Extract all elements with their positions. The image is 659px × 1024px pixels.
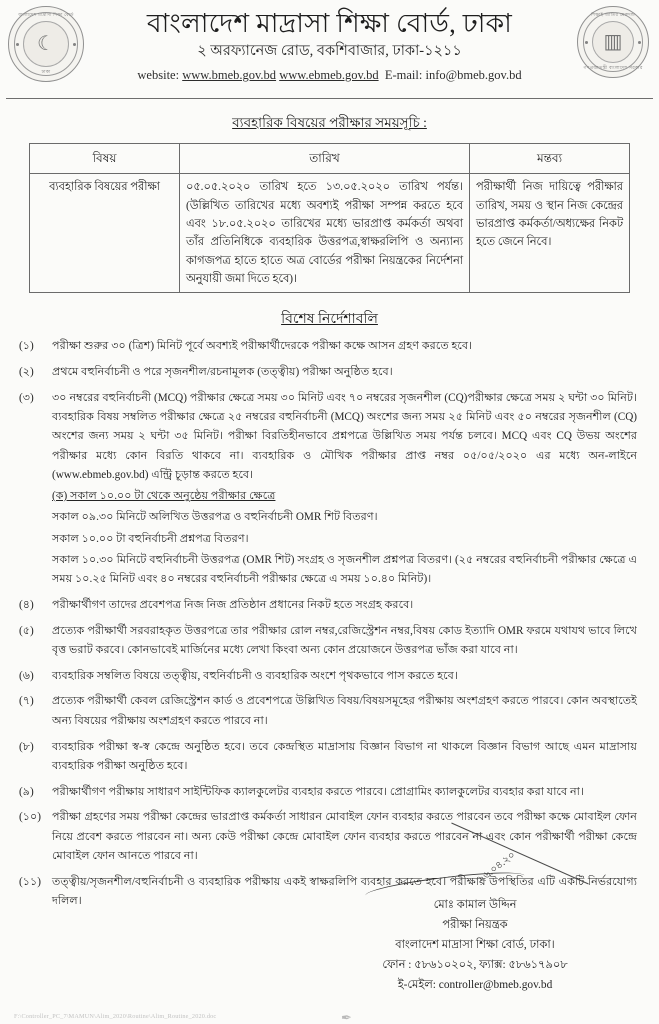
seal-left-bottom-text: ঢাকা [41, 69, 51, 74]
instruction-text-wrapper [52, 667, 637, 686]
instruction-item [14, 783, 637, 802]
email-link[interactable]: info@bmeb.gov.bd [425, 68, 522, 83]
instruction-text-wrapper [52, 783, 637, 802]
instruction-text: পরীক্ষা গ্রহণের সময় পরীক্ষা কেন্দ্রের ভারপ্রাপ্ত কর্মকর্তা সাধারন মোবাইল ফোন ব্যবহার করতে পারবেন তবে পরীক্ষা কক্ষে মোবাইল ফোন নিয়ে প্রবেশ করতে পারবেন না। অন্য কেউ পরীক্ষা কেন্দ্রে মোবাইল ফোন ব্যবহার করতে পারবেন না এবং কোন পরীক্ষার্থী পরীক্ষা কেন্দ্রে মোবাইল ফোন আনতে পারবে না। [52, 811, 637, 862]
seal-dot [16, 43, 19, 46]
website-link-secondary[interactable]: www.ebmeb.gov.bd [279, 68, 379, 83]
seal-right-top-text: শিক্ষাই জাতির মেরুদন্ড [591, 12, 635, 17]
signature-date: ২৬.০৪.২০ [476, 849, 518, 886]
header-divider [6, 98, 653, 99]
seal-dot [585, 41, 588, 44]
instruction-number: (১) [19, 340, 34, 353]
website-link-primary[interactable]: www.bmeb.gov.bd [182, 68, 277, 83]
instruction-text: প্রত্যেক পরীক্ষার্থী কেবল রেজিস্ট্রেশন কার্ড ও প্রবেশপত্রে উল্লিখিত বিষয়/বিষয়সমূহের পরীক্ষায় অংশগ্রহণ করতে পারবে। কোন অবস্থাতেই অন্য বিষয়ের পরীক্ষায় অংশগ্রহণ করতে পারবে না। [52, 695, 637, 727]
instruction-item [14, 337, 637, 356]
instruction-text: ৩০ নম্বরের বহুনির্বাচনী (MCQ) পরীক্ষার ক্ষেত্রে সময় ৩০ মিনিট এবং ৭০ নম্বরের সৃজনশীল (CQ)পরীক্ষার ক্ষেত্রে সময় ২ ঘন্টা ৩০ মিনিট। ব্যবহারিক বিষয় সম্বলিত পরীক্ষার ক্ষেত্রে ২৫ নম্বরের বহুনির্বাচনী (MCQ) অংশের জন্য সময় ২৫ মিনিট এবং ৫০ নম্বরের সৃজনশীল (CQ) অংশের জন্য সময় ২ ঘন্টা ৩৫ মিনিট। পরীক্ষা বিরতিহীনভাবে প্রশ্নপত্রে উল্লিখিত সময় পর্যন্ত চলবে। MCQ এবং CQ উভয় অংশের পরীক্ষার মধ্যে কোন বিরতি থাকবে না। ব্যবহারিক ও মৌখিক পরীক্ষার প্রাপ্ত নম্বর ০৫/০৫/২০২০ এর মধ্যে অন-লাইনে (www.ebmeb.gov.bd) এন্ট্রি চূড়ান্ত করতে হবে। [52, 391, 637, 481]
cell-subject: ব্যবহারিক বিষয়ের পরীক্ষা [30, 174, 180, 293]
practical-exam-schedule-table [29, 143, 630, 293]
instruction-number: (৫) [19, 624, 34, 637]
instruction-text: পরীক্ষা শুরুর ৩০ (ত্রিশ) মিনিট পূর্বে অবশ্যই পরীক্ষার্থীদেরকে পরীক্ষা কক্ষে আসন গ্রহণ করতে হবে। [52, 340, 473, 353]
instruction-text: প্রত্যেক পরীক্ষার্থী সরবরাহকৃত উত্তরপত্রে তার পরীক্ষার রোল নম্বর,রেজিস্ট্রেশন নম্বর,বিষয় কোড ইত্যাদি OMR ফরমে যথাযথ ভাবে লিখে বৃত্ত ভরাট করবে। কোনভাবেই মার্জিনের মধ্যে লেখা কিংবা অন্য কোন প্রয়োজনে উত্তরপত্র ভাঁজ করা যাবে না। [52, 624, 637, 656]
instruction-number: (৪) [19, 598, 34, 611]
instruction-text: পরীক্ষার্থীগণ তাদের প্রবেশপত্র নিজ নিজ প্রতিষ্ঠান প্রধানের নিকট হতে সংগ্রহ করবে। [52, 598, 414, 611]
instruction-text-wrapper [52, 622, 637, 661]
column-header-date: তারিখ [180, 144, 470, 174]
board-seal-right-icon [577, 6, 649, 78]
email-label: E-mail: [384, 68, 423, 83]
website-label: website: [137, 68, 180, 83]
signatory-phone: ফোন : ৫৮৬১০২০২, ফ্যাক্স: ৫৮৬১৭৯০৮ [382, 959, 568, 972]
instruction-text: পরীক্ষার্থীগণ পরীক্ষায় সাধারণ সাইন্টিফিক ক্যালকুলেটর ব্যবহার করতে পারবে। প্রোগ্রামিং ক্যালকুলেটর ব্যবহার করা যাবে না। [52, 785, 584, 798]
seal-right-bottom-text: গণপ্রজাতন্ত্রী বাংলাদেশ সরকার [583, 65, 643, 70]
instruction-text-wrapper [52, 738, 637, 777]
seal-dot [73, 43, 76, 46]
column-header-subject: বিষয় [30, 144, 180, 174]
instruction-item [14, 692, 637, 731]
instruction-text-wrapper [52, 337, 637, 356]
organization-address: ২ অরফ্যানেজ রোড, বকশিবাজার, ঢাকা-১২১১ [197, 43, 462, 60]
instruction-text-wrapper [52, 363, 637, 382]
signatory-email: ই-মেইল: controller@bmeb.gov.bd [397, 979, 553, 992]
schedule-title: ব্যবহারিক বিষয়ের পরীক্ষার সময়সূচি : [232, 115, 427, 130]
instructions-list [0, 337, 659, 911]
instruction-number: (৮) [19, 740, 34, 753]
instruction-number: (১০) [19, 811, 41, 824]
instruction-item [14, 738, 637, 777]
instruction-number: (২) [19, 365, 34, 378]
seal-inner [592, 21, 634, 63]
instruction-text: প্রথমে বহুনির্বাচনী ও পরে সৃজনশীল/রচনামূলক (তত্ত্বীয়) পরীক্ষা অনুষ্ঠিত হবে। [52, 365, 393, 378]
seal-right-glyph-icon: ▥ [603, 31, 623, 53]
ink-smudge-icon: ✒ [341, 1010, 352, 1024]
instruction-subline: সকাল ১০.০০ টা বহুনির্বাচনী প্রশ্নপত্র বিতরণ। [52, 532, 249, 545]
instruction-item [14, 389, 637, 590]
instruction-subline: (ক) সকাল ১০.০০ টা থেকে অনুষ্ঠেয় পরীক্ষার ক্ষেত্রে [52, 490, 276, 503]
cell-remark: পরীক্ষার্থী নিজ দায়িত্বে পরীক্ষার তারিখ, সময় ও স্থান নিজ কেন্দ্রের ভারপ্রাপ্ত কর্মকর্তা/অধ্যক্ষের নিকট হতে জেনে নিবে। [470, 174, 630, 293]
seal-dot [638, 41, 641, 44]
signature-block [325, 849, 625, 996]
table-row [30, 174, 630, 293]
instruction-number: (১১) [19, 875, 41, 888]
instruction-text-wrapper [52, 389, 637, 590]
seal-left-top-text: বাংলাদেশ মাদ্রাসা শিক্ষা বোর্ড [18, 12, 74, 17]
table-header-row [30, 144, 630, 174]
instruction-item [14, 622, 637, 661]
instruction-number: (৬) [19, 669, 34, 682]
instruction-text-wrapper [52, 692, 637, 731]
instruction-item [14, 667, 637, 686]
instruction-text: ব্যবহারিক সম্বলিত বিষয়ে তত্ত্বীয়, বহুনির্বাচনী ও ব্যবহারিক অংশে পৃথকভাবে পাস করতে হবে। [52, 669, 458, 682]
instruction-item [14, 808, 637, 866]
instruction-text: ব্যবহারিক পরীক্ষা স্ব-স্ব কেন্দ্রে অনুষ্ঠিত হবে। তবে কেন্দ্রস্থিত মাদ্রাসায় বিজ্ঞান বিভাগ না থাকলে বিজ্ঞান বিভাগ আছে এমন মাদ্রাসায় ব্যবহারিক পরীক্ষা অনুষ্ঠিত হবে। [52, 740, 637, 772]
instruction-item [14, 363, 637, 382]
instruction-number: (৯) [19, 785, 34, 798]
organization-contact-line [0, 68, 659, 83]
instruction-number: (৩) [19, 391, 34, 404]
seal-inner [23, 21, 69, 67]
instruction-text-wrapper [52, 596, 637, 615]
signatory-organization: বাংলাদেশ মাদ্রাসা শিক্ষা বোর্ড, ঢাকা। [395, 939, 555, 952]
instruction-item [14, 596, 637, 615]
signatory-name: মোঃ কামাল উদ্দিন [433, 899, 517, 912]
cell-date: ০৫.০৫.২০২০ তারিখ হতে ১৩.০৫.২০২০ তারিখ পর্যন্ত। (উল্লিখিত তারিখের মধ্যে অবশ্যই পরীক্ষা সম্পন্ন করতে হবে এবং ১৮.০৫.২০২০ তারিখের মধ্যে ভারপ্রাপ্ত কর্মকর্তা অথবা তাঁর প্রতিনিধিকে ব্যবহারিক উত্তরপত্র,স্বাক্ষরলিপি ও অন্যান্য কাগজপত্র হাতে হাতে অত্র বোর্ডের পরীক্ষা নিয়ন্ত্রকের নির্দেশনা অনুযায়ী জমা দিতে হবে)। [180, 174, 470, 293]
column-header-remark: মন্তব্য [470, 144, 630, 174]
handwritten-signature-icon [325, 849, 625, 895]
instruction-subline: সকাল ১০.৩০ মিনিটে বহুনির্বাচনী উত্তরপত্র (OMR শিট) সংগ্রহ ও সৃজনশীল প্রশ্নপত্র বিতরণ। (২৫ নম্বরের বহুনির্বাচনী পরীক্ষার ক্ষেত্রে এ সময় ১০.২৫ মিনিট এবং ৪০ নম্বরের বহুনির্বাচনী পরীক্ষার ক্ষেত্রে এ সময় ১০.৪০ মিনিট)। [52, 553, 637, 586]
instructions-title: বিশেষ নির্দেশাবলি [281, 312, 378, 328]
board-seal-left-icon [8, 6, 84, 82]
document-header [0, 0, 659, 92]
document-file-path: F:\Controller_PC_7\MAMUN\Alim_2020\Routine\Alim_Routine_2020.doc [14, 1013, 217, 1020]
instruction-number: (৭) [19, 695, 34, 708]
organization-name: বাংলাদেশ মাদ্রাসা শিক্ষা বোর্ড, ঢাকা [146, 8, 513, 38]
instruction-text: তত্ত্বীয়/সৃজনশীল/বহুনির্বাচনী ও ব্যবহারিক পরীক্ষায় একই স্বাক্ষরলিপি ব্যবহার করতে হবে। পরীক্ষায় উপস্থিতির এটি একটি নির্ভরযোগ্য দলিল। [52, 875, 637, 907]
signatory-designation: পরীক্ষা নিয়ন্ত্রক [442, 919, 508, 932]
instruction-subline: সকাল ০৯.৩০ মিনিটে অলিখিত উত্তরপত্র ও বহুনির্বাচনী OMR শিট বিতরণ। [52, 511, 378, 524]
seal-left-glyph-icon: ☾ [37, 33, 55, 55]
instruction-text-wrapper [52, 808, 637, 866]
